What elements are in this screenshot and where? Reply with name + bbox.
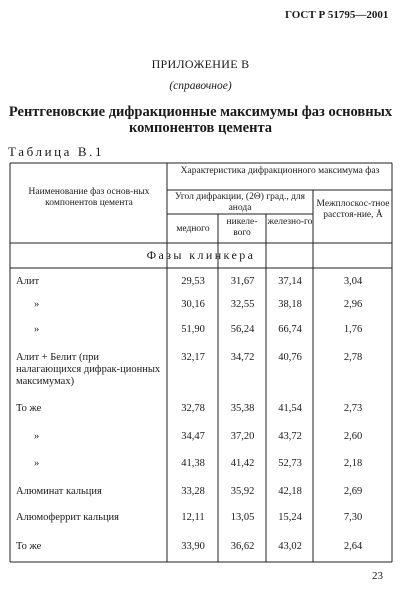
row-phase-name: То же: [16, 403, 42, 414]
row-value-ni: 36,62: [230, 541, 255, 552]
row-value-ni: 31,67: [230, 276, 255, 287]
row-value-cu: 12,11: [181, 512, 205, 523]
row-value-ni: 34,72: [230, 352, 255, 363]
header-iron-anode: железно-го: [267, 217, 313, 227]
document-title: Рентгеновские дифракционные максимумы фаз основных компонентов цемента: [8, 104, 393, 136]
row-phase-name: »: [34, 431, 40, 442]
page-number: 23: [372, 570, 383, 582]
row-value-cu: 32,78: [181, 403, 205, 414]
header-nickel-anode: никеле-вого: [226, 217, 258, 238]
row-value-cu: 33,28: [181, 486, 205, 497]
row-value-ni: 35,92: [230, 486, 255, 497]
row-value-d: 3,04: [343, 276, 363, 287]
row-phase-name: Алюминат кальция: [16, 486, 102, 497]
header-interplanar-spacing: Межплоскос-тное расстоя-ние, Å: [316, 199, 390, 220]
row-value-d: 2,73: [343, 403, 363, 414]
row-value-fe: 66,74: [278, 324, 302, 335]
row-value-d: 2,60: [343, 431, 363, 442]
row-phase-name: Алит + Белит (при налагающихся дифрак-ционных максимумах): [16, 352, 161, 387]
appendix-title: ПРИЛОЖЕНИЕ В: [151, 57, 250, 71]
row-value-fe: 15,24: [278, 512, 302, 523]
section-clinker-phases: Фазы клинкера: [146, 248, 256, 262]
row-value-fe: 43,72: [278, 431, 302, 442]
row-value-fe: 38,18: [278, 299, 302, 310]
row-phase-name: »: [34, 299, 40, 310]
row-value-cu: 32,17: [181, 352, 205, 363]
row-value-ni: 41,42: [230, 458, 255, 469]
row-value-cu: 29,53: [181, 276, 205, 287]
row-value-fe: 42,18: [278, 486, 302, 497]
row-phase-name: Алюмоферрит кальция: [16, 512, 120, 523]
row-value-cu: 34,47: [181, 431, 205, 442]
row-value-cu: 33,90: [181, 541, 205, 552]
row-phase-name: »: [34, 458, 40, 469]
row-value-d: 1,76: [343, 324, 363, 335]
row-value-fe: 43,02: [278, 541, 302, 552]
row-value-cu: 30,16: [181, 299, 205, 310]
table-caption: Таблица В.1: [8, 144, 105, 159]
row-value-fe: 40,76: [278, 352, 302, 363]
row-value-fe: 52,73: [278, 458, 302, 469]
row-value-d: 2,64: [343, 541, 363, 552]
row-value-cu: 51,90: [181, 324, 205, 335]
row-value-ni: 13,05: [230, 512, 255, 523]
row-phase-name: То же: [16, 541, 42, 552]
appendix-note: (справочное): [169, 80, 232, 92]
row-value-ni: 37,20: [230, 431, 255, 442]
row-value-d: 2,69: [343, 486, 363, 497]
row-value-fe: 41,54: [278, 403, 302, 414]
header-characteristic: Характеристика дифракционного максимума фаз: [180, 166, 380, 176]
header-phase-name: Наименование фаз основ-ных компонентов цемента: [28, 187, 150, 208]
header-diffraction-angle: Угол дифракции, (2Θ) град., для анода: [174, 192, 306, 213]
row-value-d: 2,78: [343, 352, 363, 363]
row-value-ni: 35,38: [230, 403, 255, 414]
row-value-cu: 41,38: [181, 458, 205, 469]
row-phase-name: Алит: [16, 276, 40, 287]
row-value-d: 2,96: [343, 299, 363, 310]
row-value-fe: 37,14: [278, 276, 302, 287]
row-value-ni: 32,55: [230, 299, 255, 310]
standard-header: ГОСТ Р 51795—2001: [285, 9, 389, 21]
row-value-d: 7,30: [343, 512, 363, 523]
header-copper-anode: медного: [176, 224, 210, 234]
row-value-d: 2,18: [343, 458, 363, 469]
row-value-ni: 56,24: [230, 324, 255, 335]
row-phase-name: »: [34, 324, 40, 335]
